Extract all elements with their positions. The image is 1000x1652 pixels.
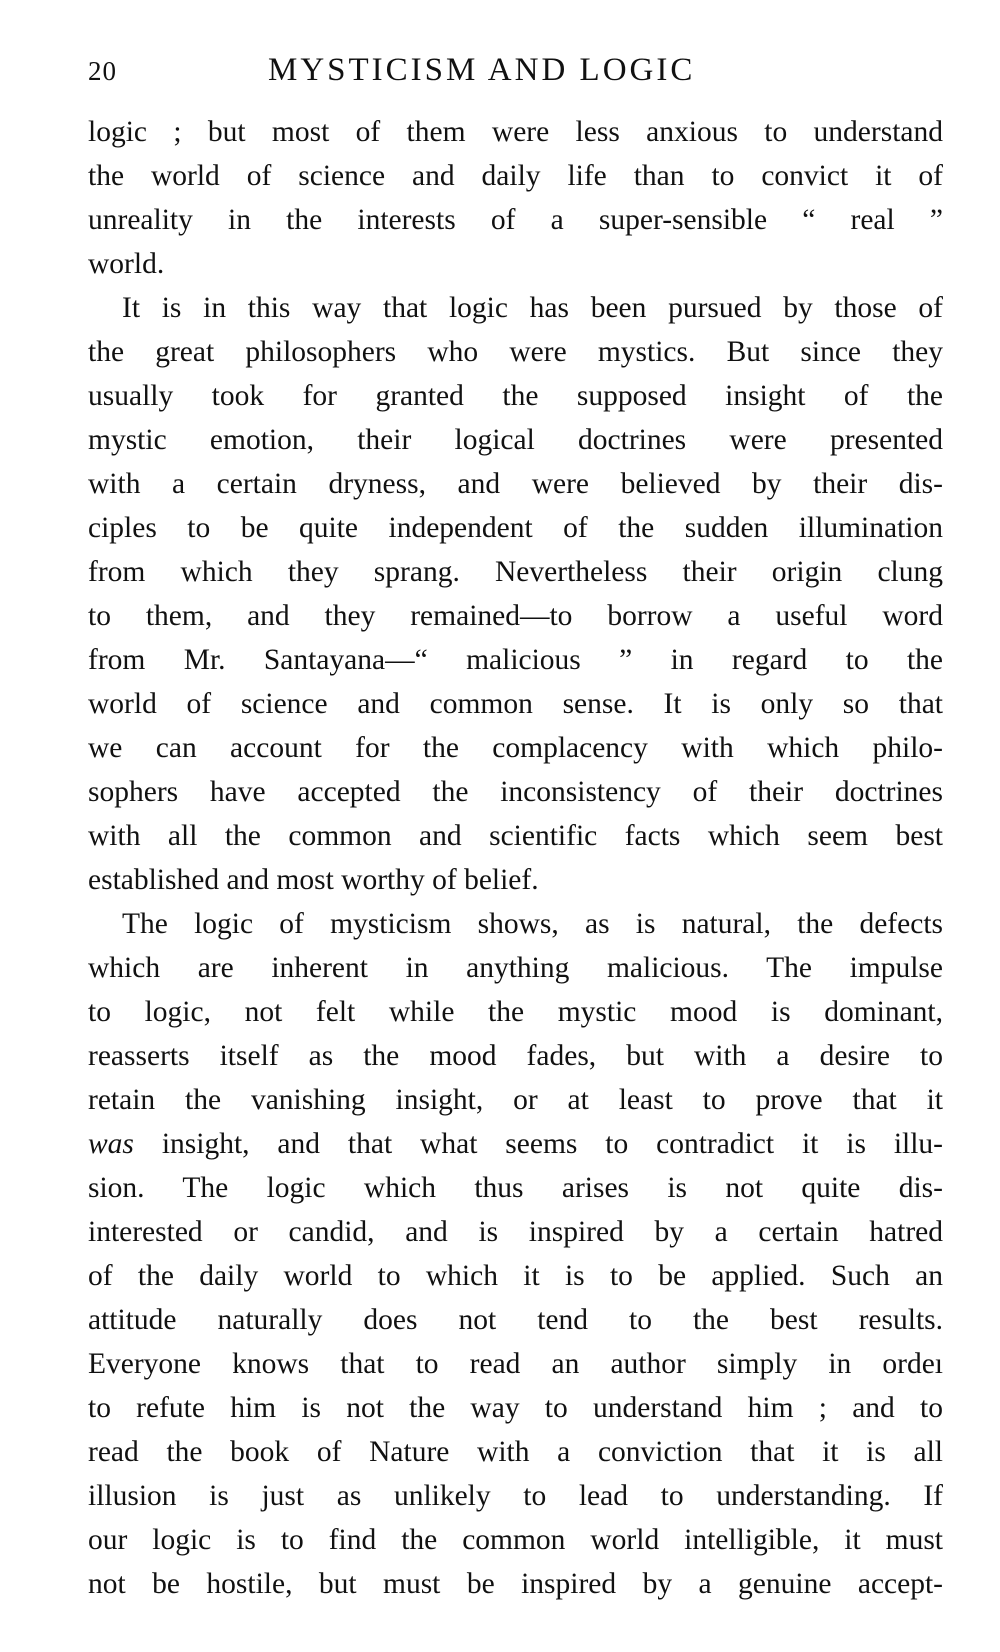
text-line: of the daily world to which it is to be applied. Such an bbox=[88, 1260, 943, 1292]
line-text: insight, and that what seems to contradict it is illu- bbox=[133, 1128, 943, 1160]
page-number: 20 bbox=[88, 56, 117, 86]
body-text bbox=[88, 110, 943, 1606]
text-line: read the book of Nature with a conviction that it is all bbox=[88, 1436, 943, 1468]
text-line: retain the vanishing insight, or at least to prove that it bbox=[88, 1084, 943, 1116]
text-line: mystic emotion, their logical doctrines were presented bbox=[88, 424, 943, 456]
text-line: from Mr. Santayana—“ malicious ” in regard to the bbox=[88, 644, 943, 676]
running-title: MYSTICISM AND LOGIC bbox=[268, 52, 696, 88]
text-line: to logic, not felt while the mystic mood is dominant, bbox=[88, 996, 943, 1028]
text-line bbox=[88, 1122, 943, 1166]
italic-word: was bbox=[88, 1128, 134, 1160]
text-line: the great philosophers who were mystics. But since they bbox=[88, 336, 943, 368]
text-line: with all the common and scientific facts which seem best bbox=[88, 820, 943, 852]
text-line: interested or candid, and is inspired by a certain hatred bbox=[88, 1216, 943, 1248]
text-line: we can account for the complacency with which philo- bbox=[88, 732, 943, 764]
text-line: with a certain dryness, and were believed by their dis- bbox=[88, 468, 943, 500]
text-line: Everyone knows that to read an author simply in ordeı bbox=[88, 1348, 943, 1380]
text-line: the world of science and daily life than to convict it of bbox=[88, 160, 943, 192]
text-line: our logic is to find the common world intelligible, it must bbox=[88, 1524, 943, 1556]
text-line: to refute him is not the way to understand him ; and to bbox=[88, 1392, 943, 1424]
text-line: sion. The logic which thus arises is not quite dis- bbox=[88, 1172, 943, 1204]
text-line: unreality in the interests of a super-sensible “ real ” bbox=[88, 204, 943, 236]
text-line: reasserts itself as the mood fades, but with a desire to bbox=[88, 1040, 943, 1072]
text-line: attitude naturally does not tend to the best results. bbox=[88, 1304, 943, 1336]
text-line: It is in this way that logic has been pursued by those of bbox=[122, 292, 943, 324]
text-line: not be hostile, but must be inspired by a genuine accept- bbox=[88, 1568, 943, 1600]
text-line: ciples to be quite independent of the sudden illumination bbox=[88, 512, 943, 544]
running-head bbox=[88, 52, 943, 96]
text-line: world. bbox=[88, 248, 165, 280]
text-line: to them, and they remained—to borrow a useful word bbox=[88, 600, 943, 632]
text-line: illusion is just as unlikely to lead to understanding. If bbox=[88, 1480, 943, 1512]
text-line: established and most worthy of belief. bbox=[88, 864, 539, 896]
text-line: from which they sprang. Nevertheless their origin clung bbox=[88, 556, 943, 588]
text-line: world of science and common sense. It is only so that bbox=[88, 688, 943, 720]
text-line: usually took for granted the supposed insight of the bbox=[88, 380, 943, 412]
text-line: logic ; but most of them were less anxious to understand bbox=[88, 116, 943, 148]
text-line: The logic of mysticism shows, as is natural, the defects bbox=[122, 908, 943, 940]
text-line: which are inherent in anything malicious. The impulse bbox=[88, 952, 943, 984]
text-line: sophers have accepted the inconsistency of their doctrines bbox=[88, 776, 943, 808]
